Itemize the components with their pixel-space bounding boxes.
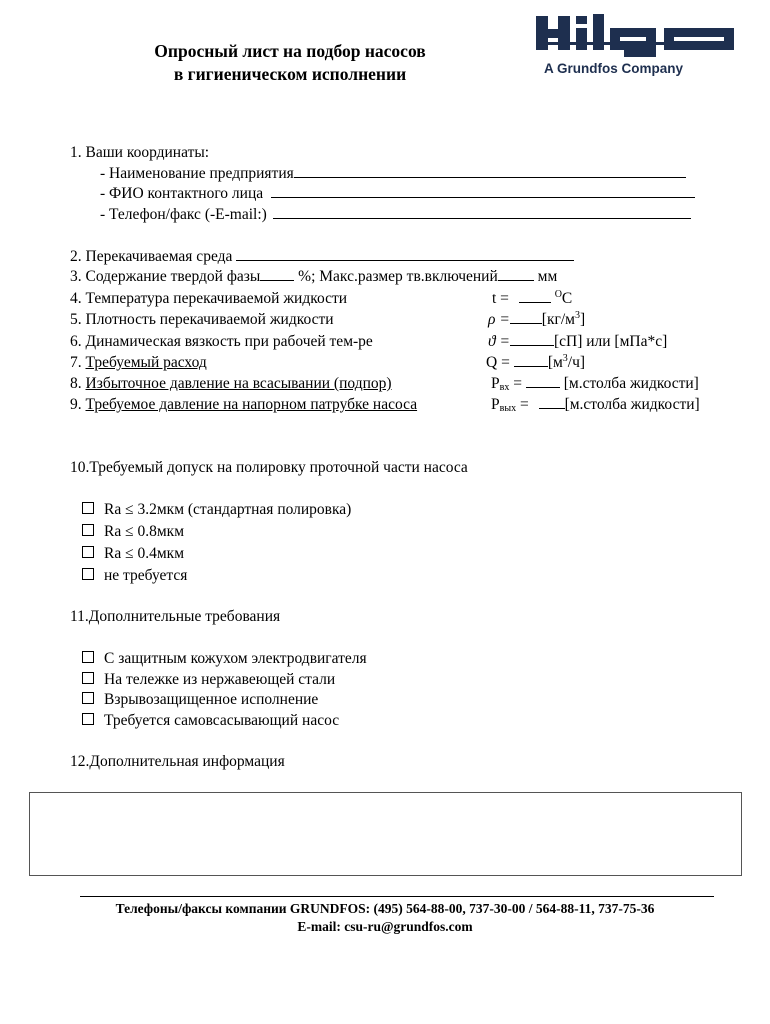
extra-option-1-label: С защитным кожухом электродвигателя <box>104 650 367 667</box>
checkbox[interactable] <box>82 524 94 536</box>
contact-row <box>100 184 695 203</box>
checkbox[interactable] <box>82 692 94 704</box>
param-3-row <box>70 267 557 286</box>
param-6-num: 6. <box>70 333 82 350</box>
param-4-value <box>492 289 572 308</box>
footer-divider <box>80 896 714 897</box>
param-7-label: Требуемый расход <box>85 354 207 371</box>
param-3-label-c: мм <box>533 268 558 285</box>
company-field[interactable] <box>294 165 686 178</box>
param-9-num: 9. <box>70 396 82 413</box>
extra-option-4-label: Требуется самовсасывающий насос <box>104 712 340 729</box>
param-8-label: Избыточное давление на всасывании (подпор) <box>85 375 392 392</box>
polish-option-4[interactable] <box>82 566 187 585</box>
density-unit-end: ] <box>579 311 586 328</box>
viscosity-symbol: ϑ = <box>488 333 510 350</box>
hilge-logo <box>536 12 736 82</box>
extra-option-4[interactable] <box>82 711 339 730</box>
density-field[interactable] <box>510 311 542 324</box>
viscosity-unit: [сП] или [мПа*с] <box>553 333 668 350</box>
checkbox[interactable] <box>82 502 94 514</box>
param-5-row <box>70 310 334 329</box>
inlet-pressure-unit: [м.столба жидкости] <box>563 375 699 392</box>
section-10-title: 10.Требуемый допуск на полировку проточной части насоса <box>70 459 468 476</box>
contact-label: - ФИО контактного лица <box>100 185 264 202</box>
inlet-pressure-field[interactable] <box>526 375 560 388</box>
param-7-value <box>486 353 585 372</box>
param-2-label: Перекачиваемая среда <box>85 248 233 265</box>
flow-unit: [м <box>547 354 563 371</box>
outlet-pressure-sub: вых <box>499 403 517 414</box>
param-9-label: Требуемое давление на напорном патрубке насоса <box>85 396 418 413</box>
outlet-pressure-unit: [м.столба жидкости] <box>564 396 700 413</box>
polish-option-4-label: не требуется <box>104 567 188 584</box>
param-6-value <box>488 332 667 351</box>
polish-option-1-label: Ra ≤ 3.2мкм (стандартная полировка) <box>104 501 352 518</box>
footer-phones: Телефоны/факсы компании GRUNDFOS: (495) 564-88-00, 737-30-00 / 564-88-11, 737-75-36 <box>115 901 655 916</box>
inlet-pressure-eq: = <box>509 375 522 392</box>
title-line-2: в гигиеническом исполнении <box>173 64 407 84</box>
phone-field[interactable] <box>273 206 691 219</box>
title-line-1: Опросный лист на подбор насосов <box>154 41 426 61</box>
extra-option-3[interactable] <box>82 690 318 709</box>
checkbox[interactable] <box>82 568 94 580</box>
extra-option-2[interactable] <box>82 670 335 689</box>
extra-option-2-label: На тележке из нержавеющей стали <box>104 671 336 688</box>
phone-row <box>100 205 691 224</box>
param-7-num: 7. <box>70 354 82 371</box>
extra-option-1[interactable] <box>82 649 367 668</box>
polish-option-3-label: Ra ≤ 0.4мкм <box>104 545 184 562</box>
flow-unit-sup: 3 <box>562 353 568 364</box>
param-8-row <box>70 374 392 393</box>
checkbox[interactable] <box>82 672 94 684</box>
section-11-title: 11.Дополнительные требования <box>70 608 281 625</box>
flow-unit-end: /ч] <box>567 354 586 371</box>
outlet-pressure-symbol: P <box>491 396 500 413</box>
param-3-label-a: Содержание твердой фазы <box>85 268 261 285</box>
density-unit: [кг/м <box>541 311 575 328</box>
checkbox[interactable] <box>82 651 94 663</box>
param-2-num: 2. <box>70 248 82 265</box>
param-6-label: Динамическая вязкость при рабочей тем-ре <box>85 333 373 350</box>
flow-field[interactable] <box>514 354 548 367</box>
param-6-row <box>70 332 373 351</box>
phone-label: - Телефон/факс (-E-mail:) <box>100 206 267 223</box>
temperature-field[interactable] <box>519 290 551 303</box>
additional-info-box[interactable] <box>29 792 742 876</box>
section-1-title: 1. Ваши координаты: <box>70 144 210 161</box>
param-5-label: Плотность перекачиваемой жидкости <box>85 311 334 328</box>
contact-field[interactable] <box>271 185 695 198</box>
density-unit-sup: 3 <box>574 310 580 321</box>
polish-option-2-label: Ra ≤ 0.8мкм <box>104 523 184 540</box>
section-12-title: 12.Дополнительная информация <box>70 753 285 770</box>
temperature-unit: C <box>561 290 573 307</box>
page-title <box>110 40 470 86</box>
outlet-pressure-field[interactable] <box>539 396 565 409</box>
param-9-row <box>70 395 417 414</box>
param-9-value <box>491 395 700 414</box>
param-2-row <box>70 247 574 266</box>
inclusion-size-field[interactable] <box>498 268 534 281</box>
checkbox[interactable] <box>82 546 94 558</box>
inlet-pressure-symbol: P <box>491 375 500 392</box>
polish-option-1[interactable] <box>82 500 351 519</box>
extra-option-3-label: Взрывозащищенное исполнение <box>104 691 319 708</box>
logo-subtitle: A Grundfos Company <box>544 61 684 76</box>
polish-option-2[interactable] <box>82 522 184 541</box>
solid-content-field[interactable] <box>260 268 294 281</box>
param-4-label: Температура перекачиваемой жидкости <box>85 290 348 307</box>
company-label: - Наименование предприятия <box>100 165 294 182</box>
param-7-row <box>70 353 207 372</box>
density-symbol: ρ = <box>488 311 510 328</box>
medium-field[interactable] <box>236 248 574 261</box>
param-5-value <box>488 310 585 329</box>
param-8-num: 8. <box>70 375 82 392</box>
checkbox[interactable] <box>82 713 94 725</box>
param-4-row <box>70 289 347 308</box>
param-4-num: 4. <box>70 290 82 307</box>
inlet-pressure-sub: вх <box>499 382 510 393</box>
param-5-num: 5. <box>70 311 82 328</box>
param-3-label-b: %; Макс.размер тв.включений <box>294 268 498 285</box>
viscosity-field[interactable] <box>510 333 554 346</box>
temperature-symbol: t = <box>492 290 509 307</box>
flow-symbol: Q = <box>486 354 510 371</box>
param-3-num: 3. <box>70 268 82 285</box>
param-8-value <box>491 374 699 393</box>
polish-option-3[interactable] <box>82 544 184 563</box>
company-row <box>100 164 686 183</box>
degree-sup: O <box>554 289 562 300</box>
outlet-pressure-eq: = <box>516 396 529 413</box>
hilge-logo-mark <box>536 12 736 60</box>
footer-email: E-mail: csu-ru@grundfos.com <box>297 919 473 934</box>
